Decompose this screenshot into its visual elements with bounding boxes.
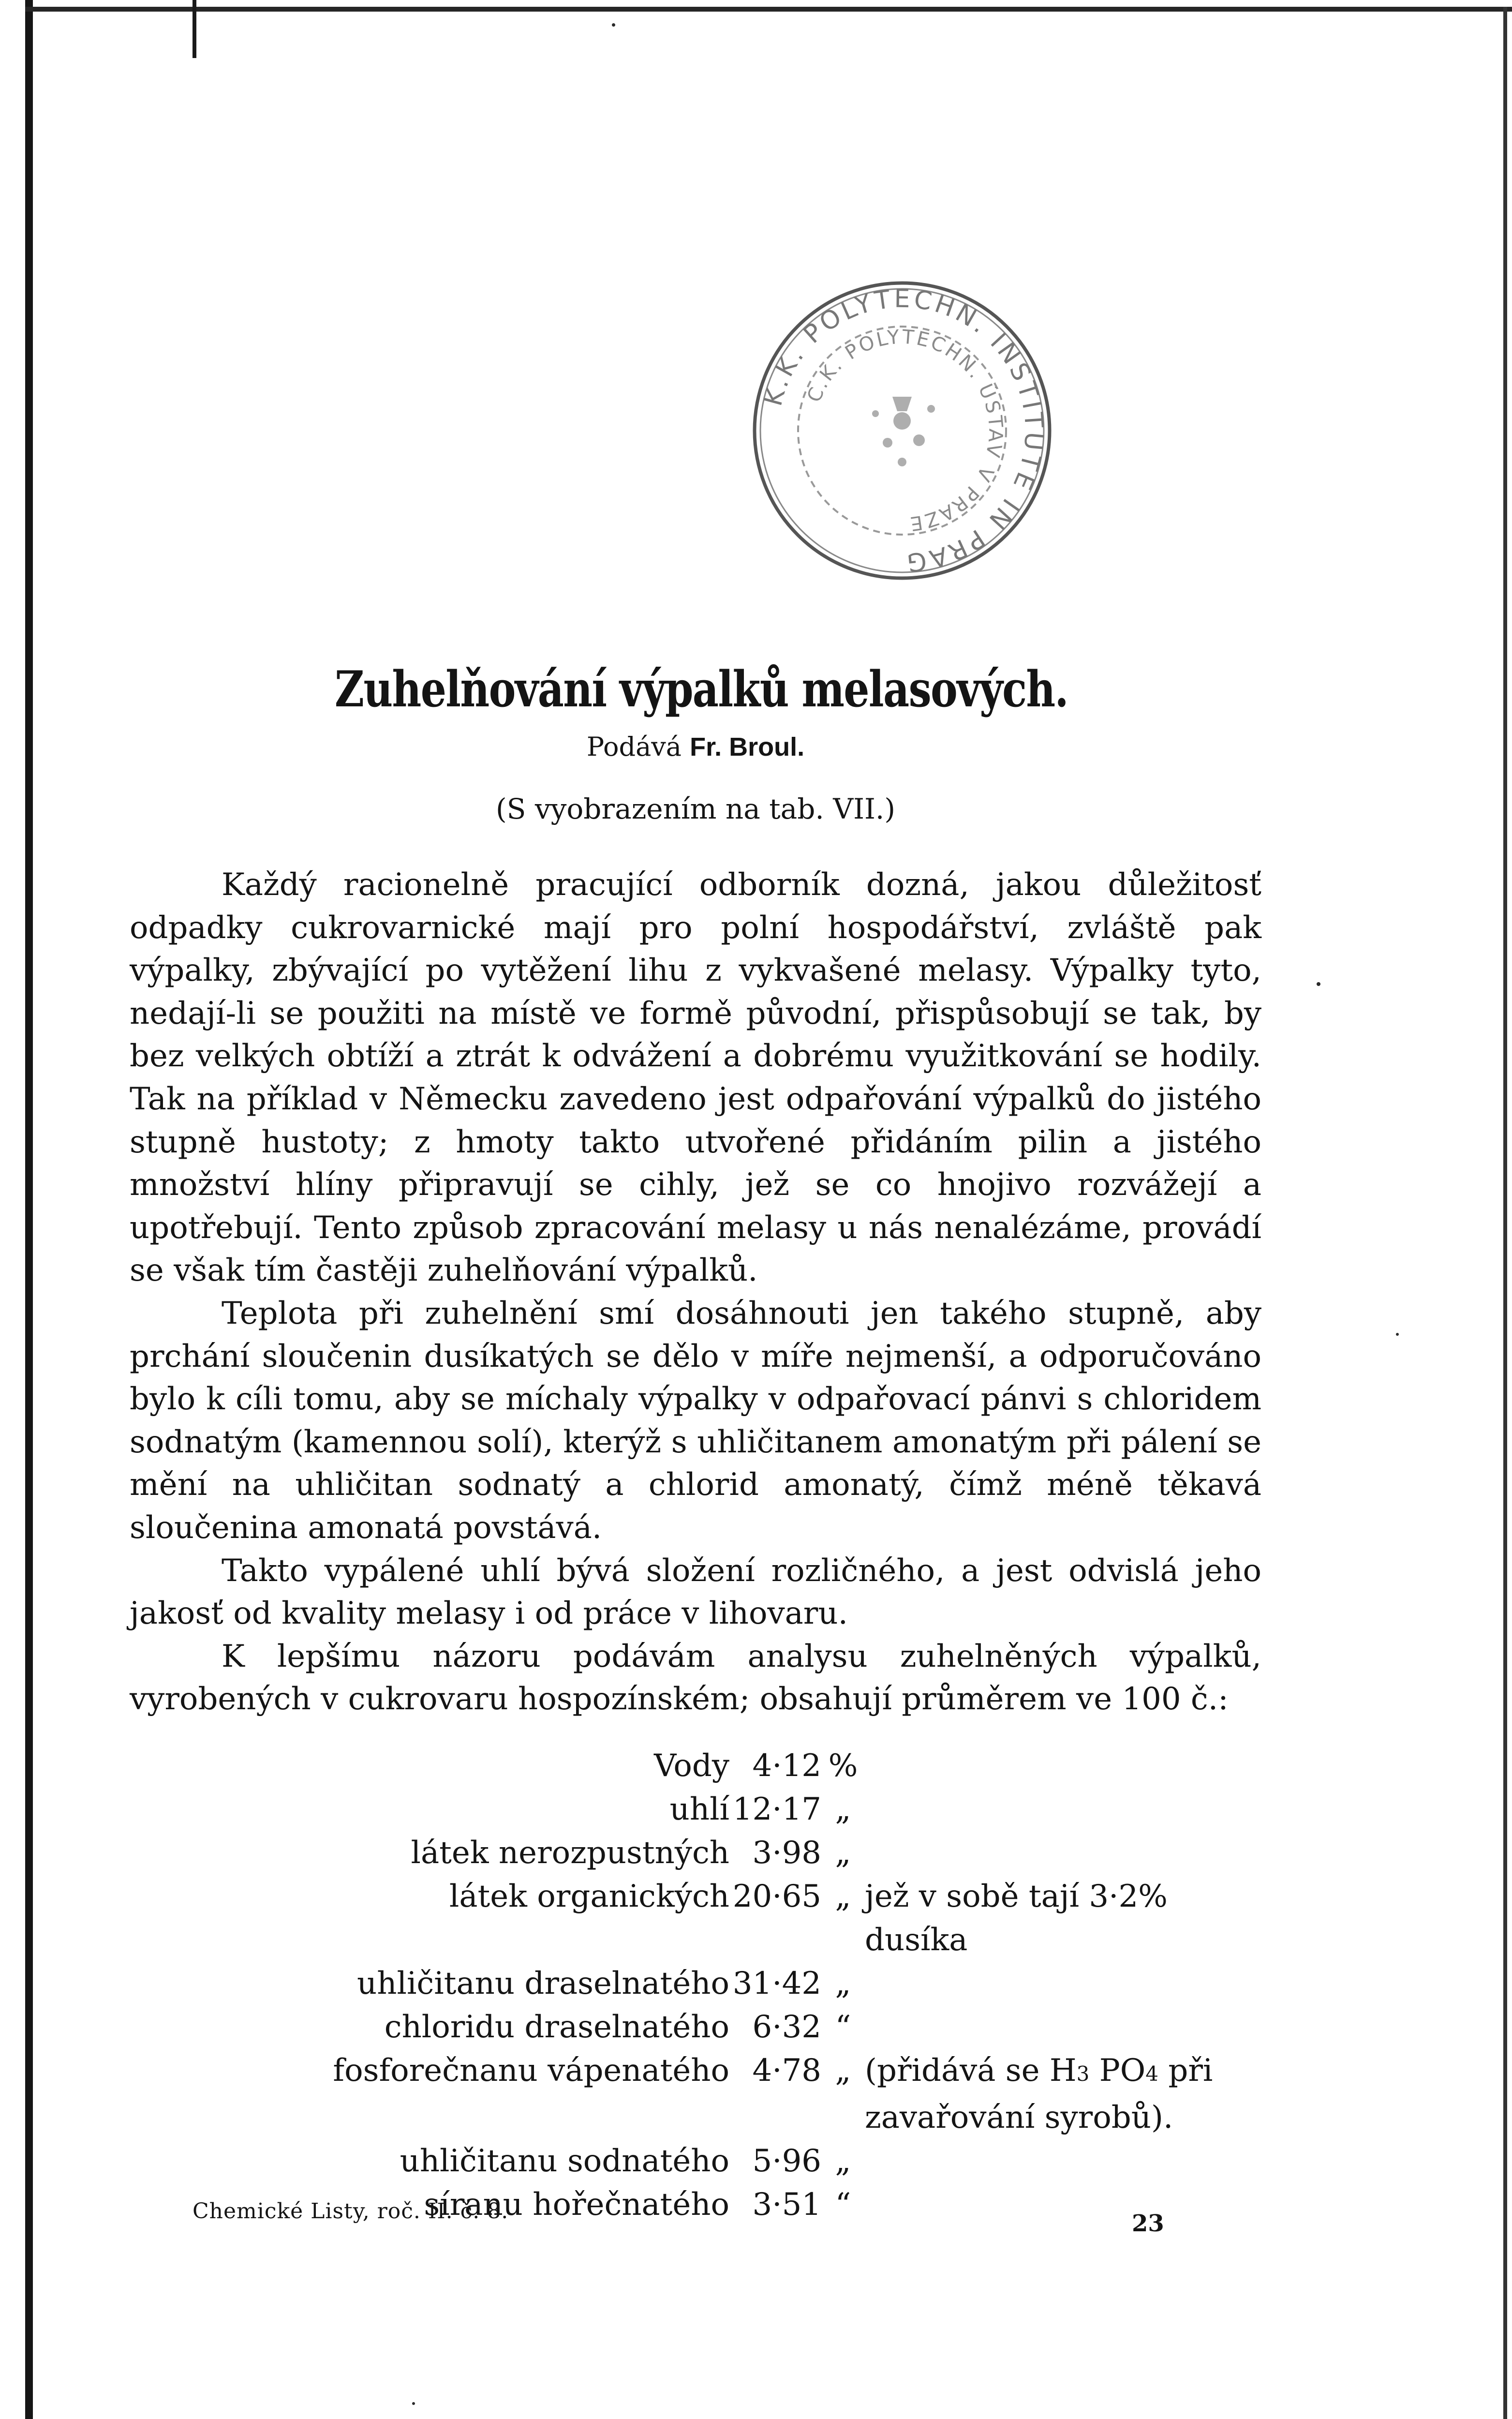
component-note: jež v sobě tají 3·2% dusíka bbox=[865, 1879, 1168, 1958]
component-note bbox=[865, 1831, 1261, 1875]
svg-text:C.K. POLYTECHN. ÚSTAV V PRAZE bbox=[803, 326, 1007, 535]
component-value: 6·32 bbox=[752, 2009, 821, 2045]
scan-edge-mark bbox=[193, 0, 196, 58]
component-unit: “ bbox=[835, 2009, 851, 2045]
analysis-row bbox=[130, 1744, 1261, 1788]
library-stamp-icon bbox=[745, 276, 1059, 585]
component-unit: % bbox=[828, 1748, 858, 1784]
component-value: 12·17 bbox=[732, 1792, 821, 1827]
component-unit: „ bbox=[835, 1792, 851, 1827]
analysis-row bbox=[130, 1962, 1261, 2005]
analysis-row bbox=[130, 1831, 1261, 1875]
component-label: chloridu draselnatého bbox=[384, 2009, 729, 2045]
component-value: 3·98 bbox=[752, 1835, 821, 1871]
paragraph: Každý racionelně pracující odborník dozná, jakou důležitosť odpadky cukrovarnické mají pro polní hospodářství, zvláště pak výpalky, zbývající po vytěžení lihu z vykvašené melasy. Výpalky tyto, nedají-li se použiti na místě ve formě původní, přispůsobují se tak, by bez velkých obtíží a ztrát k odvážení a dobrému využitkování se hodily. Tak na příklad v Německu zavedeno jest odpařování výpalků do jistého stupně hustoty; z hmoty takto utvořené přidáním pilin a jistého množství hlíny připravují se cihly, jež se co hnojivo rozvážejí a upotřebují. Tento způsob zpracování melasy u nás nenalézáme, provádí se však tím častěji zuhelňování výpalků. bbox=[130, 867, 1261, 1289]
component-unit: „ bbox=[835, 1966, 851, 2001]
analysis-row bbox=[130, 2005, 1261, 2049]
byline-prefix: Podává bbox=[586, 732, 682, 762]
component-label: fosforečnanu vápenatého bbox=[333, 2053, 729, 2089]
note-subscript: 3 bbox=[1076, 2062, 1090, 2086]
component-unit: „ bbox=[835, 1835, 851, 1871]
component-note-line2: zavařování syrobů). bbox=[865, 2100, 1173, 2135]
illustration-note: (S vyobrazením na tab. VII.) bbox=[496, 792, 895, 825]
component-value: 4·12 bbox=[752, 1748, 821, 1784]
stamp-inner-text: C.K. POLYTECHN. ÚSTAV V PRAZE bbox=[803, 326, 1007, 535]
component-label: uhličitanu sodnatého bbox=[400, 2143, 729, 2179]
component-note bbox=[865, 2139, 1261, 2183]
analysis-row bbox=[130, 2139, 1261, 2183]
component-note bbox=[865, 1744, 1261, 1788]
analysis-note-continuation bbox=[130, 2096, 1261, 2139]
stamp-outer-text: K.K. POLYTECHN. INSTITUTE IN PRAG bbox=[758, 284, 1049, 577]
component-note bbox=[865, 2049, 1261, 2096]
note-text: při bbox=[1158, 2053, 1213, 2089]
scan-speck bbox=[1396, 1333, 1399, 1336]
component-unit: „ bbox=[835, 1879, 851, 1914]
component-value: 20·65 bbox=[732, 1879, 821, 1914]
scan-edge-top bbox=[25, 7, 1512, 12]
scan-edge-left bbox=[25, 0, 33, 2419]
scan-edge-right bbox=[1503, 7, 1507, 2419]
paragraph: Takto vypálené uhlí bývá složení rozličného, a jest odvislá jeho jakosť od kvality melasy i od práce v lihovaru. bbox=[130, 1553, 1261, 1632]
component-label: látek organických bbox=[449, 1879, 729, 1914]
page-number: 23 bbox=[1132, 2210, 1164, 2237]
component-label: Vody bbox=[654, 1748, 729, 1784]
component-note bbox=[865, 1788, 1261, 1831]
component-label: síranu hořečnatého bbox=[424, 2187, 729, 2223]
note-text: PO bbox=[1089, 2053, 1146, 2089]
spacer bbox=[130, 2096, 865, 2139]
scan-speck bbox=[612, 23, 615, 27]
author-name: Fr. Broul. bbox=[690, 732, 805, 762]
article-body bbox=[130, 864, 1261, 1721]
component-label: látek nerozpustných bbox=[411, 1835, 729, 1871]
article-byline bbox=[0, 732, 1391, 762]
component-unit: “ bbox=[835, 2187, 851, 2223]
article-title: Zuhelňování výpalků melasových. bbox=[334, 660, 1068, 718]
component-note bbox=[865, 1962, 1261, 2005]
component-note bbox=[865, 2183, 1261, 2226]
component-unit: „ bbox=[835, 2053, 851, 2089]
component-value: 3·51 bbox=[752, 2187, 821, 2223]
scan-speck bbox=[412, 2402, 415, 2405]
analysis-table bbox=[130, 1744, 1261, 2226]
analysis-row bbox=[130, 2049, 1261, 2096]
component-value: 5·96 bbox=[752, 2143, 821, 2179]
paragraph: Teplota při zuhelnění smí dosáhnouti jen takého stupně, aby prchání sloučenin dusíkatých se dělo v míře nejmenší, a odporučováno bylo k cíli tomu, aby se míchaly výpalky v odpařovací pánvi s chloridem sodnatým (kamennou solí), kterýž s uhličitanem amonatým při pálení se mění na uhličitan sodnatý a chlorid amonatý, čímž méně těkavá sloučenina amonatá povstává. bbox=[130, 1295, 1261, 1546]
component-value: 31·42 bbox=[732, 1966, 821, 2001]
component-label: uhličitanu draselnatého bbox=[357, 1966, 729, 2001]
journal-footer: Chemické Listy, roč. II. č. 8. bbox=[193, 2199, 509, 2224]
analysis-row bbox=[130, 1788, 1261, 1831]
component-label: uhlí bbox=[669, 1792, 729, 1827]
component-value: 4·78 bbox=[752, 2053, 821, 2089]
component-unit: „ bbox=[835, 2143, 851, 2179]
paragraph: K lepšímu názoru podávám analysu zuhelněných výpalků, vyrobených v cukrovaru hospozínském; obsahují průměrem ve 100 č.: bbox=[130, 1638, 1261, 1717]
analysis-row bbox=[130, 1875, 1261, 1962]
note-text: (přidává se H bbox=[865, 2053, 1077, 2089]
component-note bbox=[865, 2005, 1261, 2049]
scan-speck bbox=[1317, 982, 1320, 986]
note-subscript: 4 bbox=[1145, 2062, 1158, 2086]
